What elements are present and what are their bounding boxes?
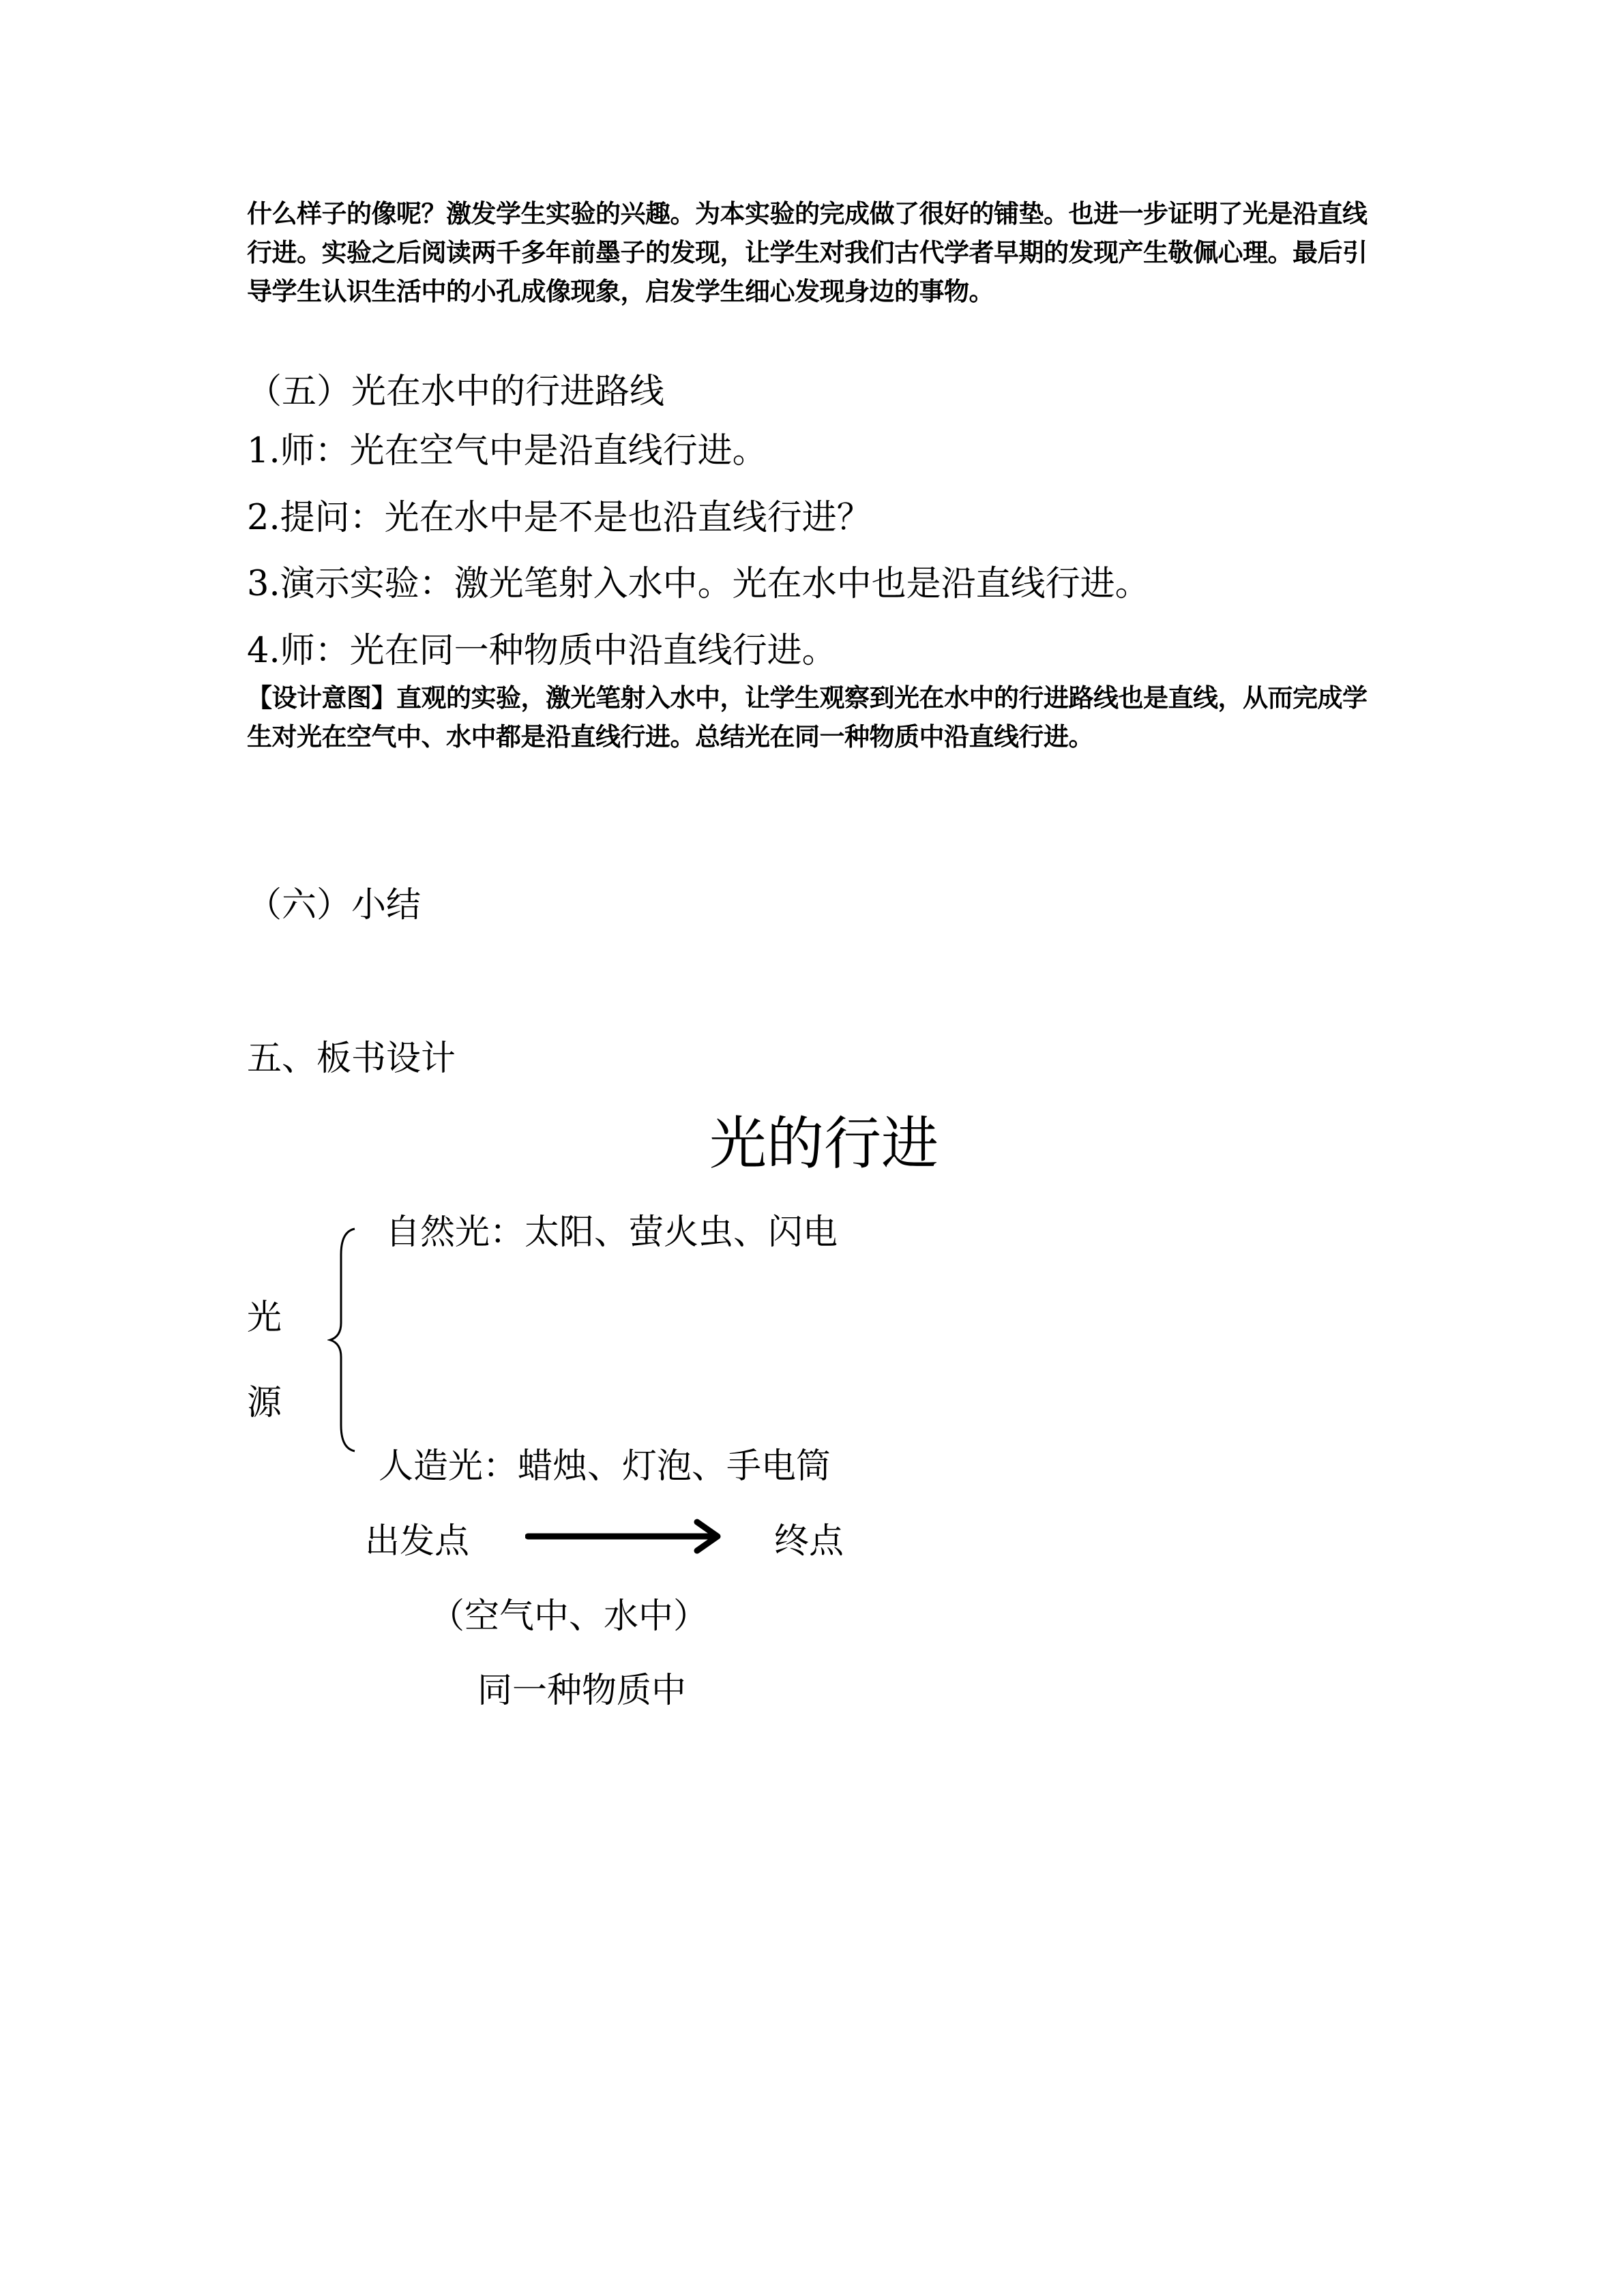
right-arrow-icon <box>525 1512 730 1560</box>
natural-light-line: 自然光：太阳、萤火虫、闪电 <box>385 1212 838 1253</box>
medium-label: （空气中、水中） <box>430 1596 709 1637</box>
section5-heading: （五）光在水中的行进路线 <box>247 372 665 412</box>
light-source-char-2: 源 <box>247 1383 282 1423</box>
intro-paragraph: 什么样子的像呢？激发学生实验的兴趣。为本实验的完成做了很好的铺垫。也进一步证明了光是沿直线行进。实验之后阅读两千多年前墨子的发现，让学生对我们古代学者早期的发现产生敬佩心理。最后引导学生认识生活中的小孔成像现象，启发学生细心发现身边的事物。 <box>247 199 1368 306</box>
board-design-heading: 五、板书设计 <box>247 1039 456 1079</box>
start-point-label: 出发点 <box>365 1521 470 1562</box>
section5-item-4: 4.师：光在同一种物质中沿直线行进。 <box>247 631 837 671</box>
light-source-char-1: 光 <box>247 1298 282 1338</box>
section6-heading: （六）小结 <box>247 885 422 925</box>
curly-brace-icon <box>327 1227 361 1452</box>
design-intent-paragraph: 【设计意图】直观的实验，激光笔射入水中，让学生观察到光在水中的行进路线也是直线，从而完成学生对光在空气中、水中都是沿直线行进。总结光在同一种物质中沿直线行进。 <box>247 683 1368 751</box>
end-point-label: 终点 <box>774 1521 844 1562</box>
board-title: 光的行进 <box>709 1110 939 1177</box>
section5-item-3: 3.演示实验：激光笔射入水中。光在水中也是沿直线行进。 <box>247 564 1150 604</box>
same-medium-label: 同一种物质中 <box>477 1671 687 1711</box>
section5-item-2: 2.提问：光在水中是不是也沿直线行进？ <box>247 498 872 538</box>
section5-item-1: 1.师：光在空气中是沿直线行进。 <box>247 431 767 471</box>
artificial-light-line: 人造光：蜡烛、灯泡、手电筒 <box>379 1446 831 1487</box>
